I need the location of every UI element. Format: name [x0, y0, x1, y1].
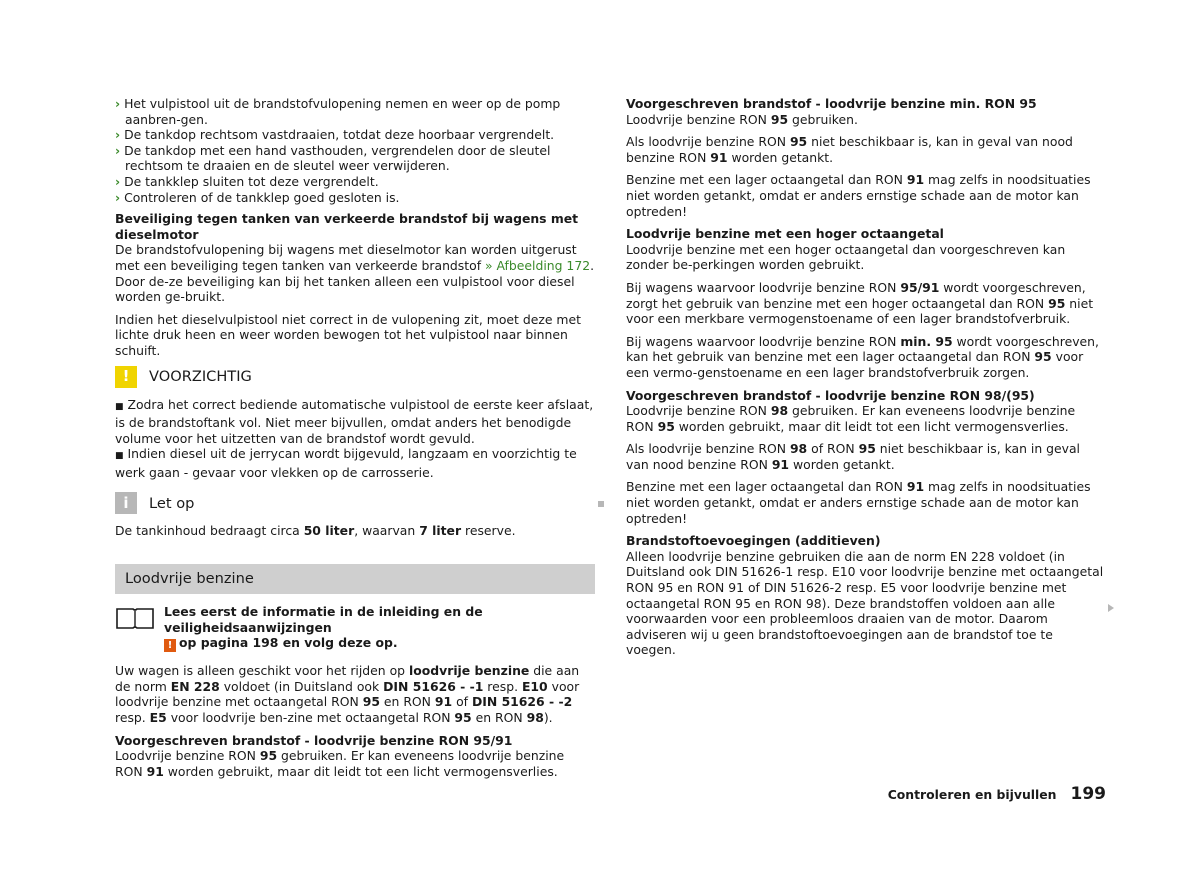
- text-part: gebruiken. Er kan eveneens loodvrije benzine RON: [626, 403, 1076, 434]
- alt-paragraph: [626, 134, 1106, 165]
- warning-icon: !: [115, 366, 137, 388]
- text-part: Loodvrije benzine RON: [626, 111, 771, 127]
- book-icon: [115, 606, 155, 630]
- text-part: gebruiken. Er kan eveneens loodvrije benzine RON: [115, 748, 565, 779]
- text-part: resp.: [115, 710, 150, 726]
- additives-heading: Brandstoftoevoegingen (additieven): [626, 533, 881, 549]
- step-text: De tankdop met een hand vasthouden, vergrendelen door de sleutel rechtsom te draaien en de sleutel weer verwijderen.: [124, 142, 551, 174]
- page-reference[interactable]: op pagina 198 en volg deze op.: [179, 635, 398, 651]
- text-part: 91: [771, 456, 790, 472]
- section-title: Loodvrije benzine: [125, 570, 254, 588]
- step-arrow-icon: ›: [115, 142, 121, 158]
- text-part: DIN 51626 - -2: [471, 694, 573, 710]
- text-part: wordt voorgeschreven, kan het gebruik van benzine met een lager octaangetal dan RON: [626, 333, 1099, 365]
- text-part: wordt voorgeschreven, zorgt het gebruik van benzine met een hoger octaangetal dan RON: [626, 279, 1086, 311]
- text-part: voor loodvrije benzine met octaangetal RON: [115, 678, 580, 710]
- text-part: 95: [770, 111, 789, 127]
- left-column: [115, 96, 595, 786]
- page-number: 199: [1070, 784, 1106, 804]
- higher-paragraph: [626, 226, 1106, 273]
- list-item: [115, 127, 595, 143]
- text-part: E10: [521, 678, 548, 694]
- diesel-heading: Beveiliging tegen tanken van verkeerde brandstof bij wagens met dieselmotor: [115, 211, 579, 242]
- text-part: DIN 51626 - -1: [383, 678, 484, 694]
- text-part: 95: [789, 134, 808, 150]
- text-part: niet voor een merkbare vermogenstoename of een lager brandstofverbruik.: [626, 295, 1094, 327]
- min95-paragraph: [626, 96, 1106, 127]
- page-footer: [887, 784, 1106, 804]
- text-part: 91: [906, 479, 925, 495]
- r9895-heading: Voorgeschreven brandstof - loodvrije benzine RON 98/(95): [626, 387, 1035, 403]
- text-part: worden gebruikt, maar dit leidt tot een licht vermogensverlies.: [674, 418, 1069, 434]
- text-part: 98: [770, 403, 789, 419]
- text-part: worden getankt.: [727, 149, 834, 165]
- footer-section-title: Controleren en bijvullen: [887, 787, 1057, 802]
- text-part: ).: [543, 710, 553, 726]
- text-part: 95: [259, 748, 278, 764]
- intro-box: [115, 604, 595, 652]
- text-part: mag zelfs in noodsituaties niet worden getankt, omdat er anders ernstige schade aan de motor kan optreden!: [626, 172, 1091, 219]
- text-part: Benzine met een lager octaangetal dan RON: [626, 172, 907, 188]
- text-part: voor loodvrije ben-zine met octaangetal RON: [166, 710, 455, 726]
- lower2-paragraph: [626, 479, 1106, 526]
- higher-heading: Loodvrije benzine met een hoger octaangetal: [626, 226, 944, 242]
- diesel-paragraph-2: Indien het dieselvulpistool niet correct in de vulopening zit, moet deze met lichte druk heen en weer worden bewogen tot het vulpistool naar binnen schuift.: [115, 311, 581, 358]
- text-part: Loodvrije benzine RON: [115, 748, 260, 764]
- intro-text: [164, 604, 595, 652]
- diesel-text: . Door de-ze beveiliging kan bij het tanken alleen een vulpistool voor diesel worden ge-bruikt.: [115, 257, 595, 305]
- figure-link[interactable]: » Afbeelding 172: [485, 257, 591, 273]
- continue-arrow-icon: [1108, 604, 1114, 612]
- text-part: voldoet (in Duitsland ook: [219, 678, 384, 694]
- text-part: Als loodvrije benzine RON: [626, 441, 790, 457]
- step-text: Controleren of de tankklep goed gesloten is.: [124, 189, 400, 205]
- note-part: 50 liter: [303, 523, 355, 539]
- warning-header: [115, 366, 595, 388]
- step-text: De tankdop rechtsom vastdraaien, totdat deze hoorbaar vergrendelt.: [124, 127, 555, 143]
- usage-paragraph: [115, 663, 595, 725]
- text-part: resp.: [483, 678, 522, 694]
- text-part: Benzine met een lager octaangetal dan RON: [626, 479, 907, 495]
- text-part: Loodvrije benzine met een hoger octaangetal dan voorgeschreven kan zonder be-perkingen worden gebruikt.: [626, 241, 1066, 273]
- text-part: of: [452, 694, 472, 710]
- diesel-text: De brandstofvulopening bij wagens met dieselmotor kan worden uitgerust met een beveiliging tegen tanken van verkeerde brandstof: [115, 242, 577, 273]
- r9895-paragraph: [626, 388, 1106, 435]
- text-part: 95: [1048, 295, 1066, 311]
- text-part: worden getankt.: [789, 456, 895, 472]
- text-part: Loodvrije benzine RON: [626, 403, 771, 419]
- note-title: Let op: [149, 494, 195, 512]
- additives-paragraph: [626, 533, 1106, 658]
- text-part: 95: [657, 418, 675, 434]
- note-header: [115, 492, 595, 514]
- list-item: [115, 174, 595, 190]
- text-part: 98: [789, 441, 808, 457]
- section-end-marker: [598, 501, 604, 507]
- note-part: , waarvan: [354, 523, 420, 539]
- intro-line: Lees eerst de informatie in de inleiding en de veiligheidsaanwijzingen: [164, 604, 483, 635]
- step-arrow-icon: ›: [115, 189, 121, 205]
- text-part: gebruiken.: [788, 111, 858, 127]
- text-part: 95: [1034, 349, 1052, 365]
- warning-text: Zodra het correct bediende automatische vulpistool de eerste keer afslaat, is de brandstoftank vol. Niet meer bijvullen, omdat anders het benodigde volume voor het uitzetten van de brandstof wordt gevuld.: [115, 396, 594, 446]
- warning-text: Indien diesel uit de jerrycan wordt bijgevuld, langzaam en voorzichtig te werk gaan - gevaar voor vlekken op de carrosserie.: [115, 446, 577, 480]
- warning-title: VOORZICHTIG: [149, 367, 252, 385]
- r9591-paragraph: [626, 280, 1106, 327]
- text-part: 95: [858, 441, 876, 457]
- text-part: 98: [526, 710, 544, 726]
- ron9591-paragraph: [115, 733, 595, 780]
- text-part: min. 95: [900, 333, 953, 349]
- text-part: 91: [710, 149, 728, 165]
- min95-heading: Voorgeschreven brandstof - loodvrije benzine min. RON 95: [626, 96, 1037, 111]
- warning-icon: !: [164, 639, 176, 652]
- list-item: [115, 143, 595, 174]
- text-part: 95: [454, 710, 472, 726]
- intro-line[interactable]: [164, 635, 595, 652]
- note-part: reserve.: [461, 523, 516, 539]
- section-header: [115, 564, 595, 594]
- bullet-icon: ■: [115, 401, 124, 412]
- text-part: die aan de norm: [115, 663, 580, 694]
- text-part: 91: [146, 763, 164, 779]
- text-part: niet beschikbaar is, kan in geval van nood benzine RON: [626, 134, 1073, 165]
- text-part: Uw wagen is alleen geschikt voor het rijden op: [115, 663, 409, 679]
- lower-paragraph: [626, 172, 1106, 219]
- text-part: voor een vermo-genstoename en een lager brandstofverbruik zorgen.: [626, 349, 1084, 380]
- text-part: en RON: [471, 710, 527, 726]
- bullet-icon: ■: [115, 451, 124, 462]
- text-part: worden gebruikt, maar dit leidt tot een licht vermogensverlies.: [163, 763, 558, 779]
- list-item: [115, 96, 595, 127]
- text-part: EN 228: [170, 678, 220, 694]
- text-part: loodvrije benzine: [408, 663, 530, 679]
- text-part: en RON: [379, 694, 435, 710]
- step-arrow-icon: ›: [115, 96, 121, 111]
- refuel-steps: [115, 96, 595, 205]
- diesel-paragraph: [115, 211, 595, 305]
- info-icon: i: [115, 492, 137, 514]
- text-part: mag zelfs in noodsituaties niet worden getankt, omdat er anders ernstige schade aan de motor kan optreden!: [626, 479, 1091, 526]
- step-text: De tankklep sluiten tot deze vergrendelt.: [124, 173, 379, 189]
- right-column: [626, 96, 1106, 665]
- ron9591-heading: Voorgeschreven brandstof - loodvrije benzine RON 95/91: [115, 732, 513, 748]
- note-part: 7 liter: [419, 523, 462, 539]
- text-part: Alleen loodvrije benzine gebruiken die aan de norm EN 228 voldoet (in Duitsland ook DIN 51626-1 resp. E10 voor loodvrije benzine met octaangetal RON 95 en RON 91 of DIN 51626-2 resp. E5 voor loodvrije benzine met octaangetal RON 95 en RON 98). Deze brandstoffen voldoen aan alle voorwaarden voor een probleemloos draaien van de motor. Daarom adviseren wij u geen brandstoftoevoegingen aan de brandstof toe te voegen.: [626, 548, 1104, 658]
- text-part: 95: [362, 694, 380, 710]
- warning-item: [115, 397, 595, 481]
- note-text: [115, 523, 595, 539]
- text-part: niet beschikbaar is, kan in geval van nood benzine RON: [626, 441, 1081, 472]
- text-part: Bij wagens waarvoor loodvrije benzine RON: [626, 279, 901, 295]
- list-item: [115, 190, 595, 206]
- text-part: E5: [149, 710, 167, 726]
- step-arrow-icon: ›: [115, 173, 121, 189]
- text-part: 91: [434, 694, 453, 710]
- note-part: De tankinhoud bedraagt circa: [115, 523, 304, 539]
- step-text: Het vulpistool uit de brandstofvulopening nemen en weer op de pomp aanbren-gen.: [124, 96, 561, 127]
- text-part: 95/91: [900, 279, 940, 295]
- rmin-paragraph: [626, 334, 1106, 381]
- text-part: of RON: [807, 441, 859, 457]
- text-part: Bij wagens waarvoor loodvrije benzine RON: [626, 333, 901, 349]
- alt98-paragraph: [626, 441, 1106, 472]
- text-part: Als loodvrije benzine RON: [626, 134, 790, 150]
- text-part: 91: [906, 172, 925, 188]
- step-arrow-icon: ›: [115, 127, 121, 143]
